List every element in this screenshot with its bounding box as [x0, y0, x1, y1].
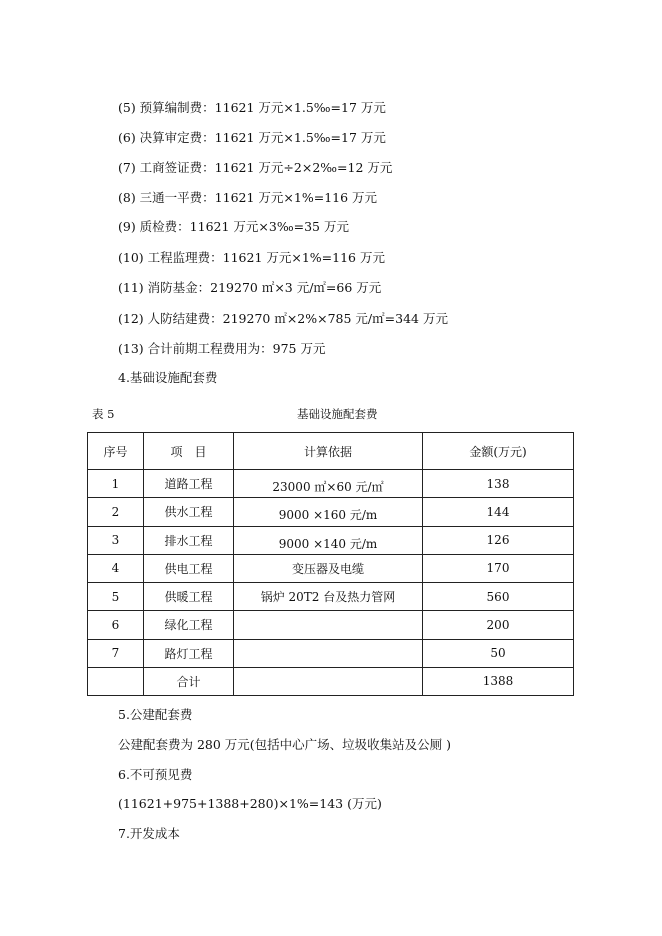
cell-basis: 变压器及电缆 [234, 554, 423, 582]
cell-amount: 200 [423, 611, 574, 639]
table-row [88, 611, 574, 639]
table-header-row [88, 433, 574, 470]
cost-item-12: (12) 人防结建费：219270 ㎡×2%×785 元/㎡=344 万元 [118, 311, 448, 326]
cell-item: 路灯工程 [144, 639, 234, 667]
table-row [88, 583, 574, 611]
table-row [88, 526, 574, 554]
cell-no: 6 [88, 611, 144, 639]
section-6-body: (11621+975+1388+280)×1%=143 (万元) [118, 796, 382, 811]
section-6-heading: 6.不可预见费 [118, 767, 193, 782]
cell-amount: 560 [423, 583, 574, 611]
table-row [88, 639, 574, 667]
cell-basis [234, 667, 423, 695]
header-no: 序号 [88, 433, 144, 470]
cell-item: 供水工程 [144, 498, 234, 526]
cost-item-13: (13) 合计前期工程费用为：975 万元 [118, 341, 326, 356]
cell-amount: 50 [423, 639, 574, 667]
cell-no: 4 [88, 554, 144, 582]
cost-item-11: (11) 消防基金：219270 ㎡×3 元/㎡=66 万元 [118, 280, 382, 295]
cost-item-8: (8) 三通一平费：11621 万元×1%=116 万元 [118, 190, 378, 205]
header-item: 项 目 [144, 433, 234, 470]
cell-amount: 126 [423, 526, 574, 554]
cell-basis: 9000 ×160 元/m [234, 498, 423, 526]
cell-amount: 144 [423, 498, 574, 526]
cell-item: 绿化工程 [144, 611, 234, 639]
cell-no [88, 667, 144, 695]
cell-amount: 170 [423, 554, 574, 582]
cell-item: 供暖工程 [144, 583, 234, 611]
cost-item-7: (7) 工商签证费：11621 万元÷2×2‰=12 万元 [118, 160, 393, 175]
cost-item-5: (5) 预算编制费：11621 万元×1.5‰=17 万元 [118, 100, 386, 115]
section-5-heading: 5.公建配套费 [118, 707, 193, 722]
table-caption: 基础设施配套费 [297, 407, 378, 421]
header-amount: 金额(万元) [423, 433, 574, 470]
table-row [88, 470, 574, 498]
section-4-heading: 4.基础设施配套费 [118, 370, 218, 385]
cell-no: 2 [88, 498, 144, 526]
table-row [88, 554, 574, 582]
cell-item: 排水工程 [144, 526, 234, 554]
cell-amount: 138 [423, 470, 574, 498]
cell-item: 道路工程 [144, 470, 234, 498]
cell-basis: 23000 ㎡×60 元/㎡ [234, 470, 423, 498]
cell-basis [234, 639, 423, 667]
section-5-body: 公建配套费为 280 万元(包括中心广场、垃圾收集站及公厕 ) [118, 737, 452, 752]
table-row [88, 498, 574, 526]
cell-total-label: 合计 [144, 667, 234, 695]
cell-no: 1 [88, 470, 144, 498]
cell-basis: 9000 ×140 元/m [234, 526, 423, 554]
cell-no: 7 [88, 639, 144, 667]
cost-item-6: (6) 决算审定费：11621 万元×1.5‰=17 万元 [118, 130, 386, 145]
cell-total-amount: 1388 [423, 667, 574, 695]
cell-basis [234, 611, 423, 639]
cell-item: 供电工程 [144, 554, 234, 582]
section-7-heading: 7.开发成本 [118, 826, 180, 841]
table-label: 表 5 [92, 407, 115, 421]
cell-no: 5 [88, 583, 144, 611]
header-basis: 计算依据 [234, 433, 423, 470]
infrastructure-cost-table [87, 432, 574, 696]
cell-basis: 锅炉 20T2 台及热力管网 [234, 583, 423, 611]
cell-no: 3 [88, 526, 144, 554]
cost-item-10: (10) 工程监理费：11621 万元×1%=116 万元 [118, 250, 385, 265]
table-total-row [88, 667, 574, 695]
cost-item-9: (9) 质检费：11621 万元×3‰=35 万元 [118, 219, 349, 234]
